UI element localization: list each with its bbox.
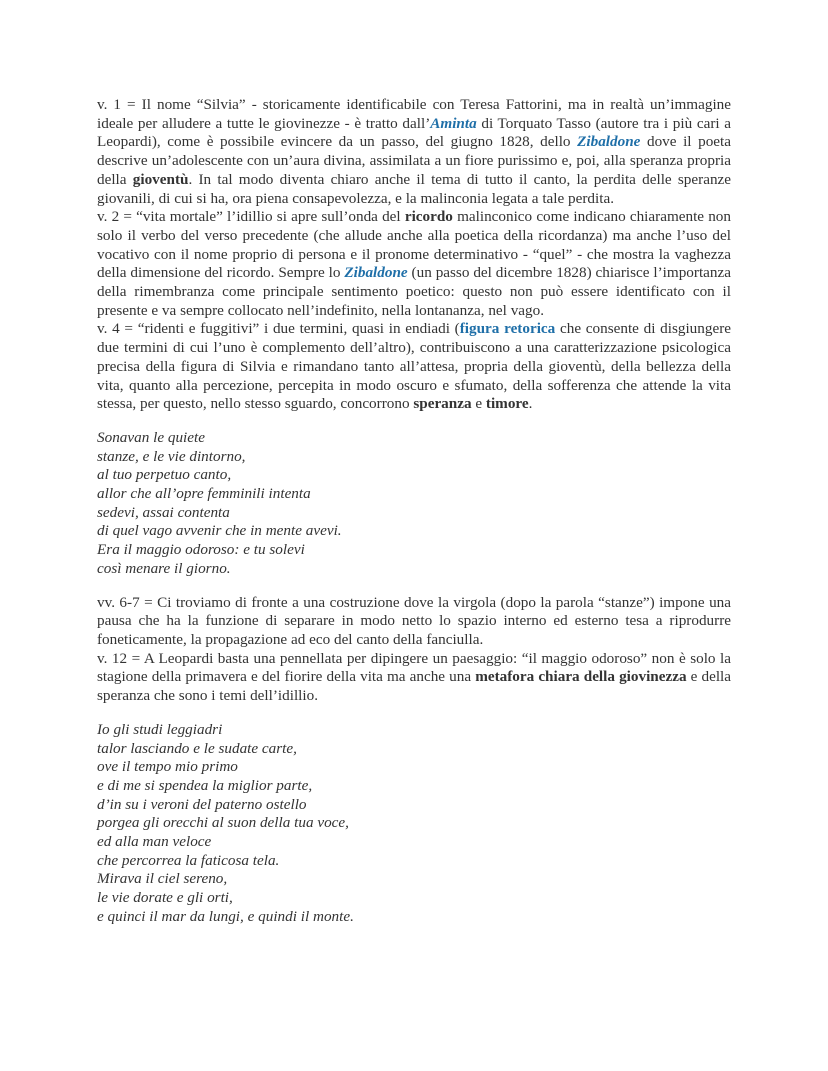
text: v. 1 = Il nome “Silvia” - storicamente identificabile con Teresa Fattorini, ma in realtà un’immagine ideale per alludere a tutte le giovinezze - è tratto dall’ (97, 96, 731, 132)
text: e (471, 395, 486, 413)
poem-line: al tuo perpetuo canto, (97, 466, 232, 484)
poem-line: Sonavan le quiete (97, 428, 205, 446)
aminta-link[interactable]: Aminta (430, 114, 477, 132)
note-verse-12 (97, 650, 731, 706)
poem-line: le vie dorate e gli orti, (97, 889, 233, 907)
poem-line: stanze, e le vie dintorno, (97, 447, 246, 465)
text: malinconico come indicano chiaramente non solo il verbo del verso precedente (che allude anche alla poetica della ricordanza) ma anche l’uso del vocativo con il nome proprio di persona e il pronome determinativo - “quel” - che mostra la vaghezza della dimensione del ricordo. Sempre lo (97, 208, 731, 282)
metafora-keyword: metafora chiara della giovinezza (475, 668, 687, 686)
poem-line: e di me si spendea la miglior parte, (97, 776, 313, 794)
note-verse-4 (97, 320, 731, 414)
poem-stanza-2 (97, 721, 731, 927)
text: (un passo del dicembre 1828) chiarisce l’importanza della rimembranza come principale sentimento poetico: questo non può essere identificato con il presente e va sempre collocato nell’indefinito, nella lontananza, nel vago. (97, 264, 731, 319)
speranza-keyword: speranza (413, 395, 472, 413)
poem-stanza-1 (97, 429, 731, 579)
poem-line: sedevi, assai contenta (97, 503, 230, 521)
poem-line: così menare il giorno. (97, 559, 231, 577)
poem-line: e quinci il mar da lungi, e quindi il monte. (97, 907, 354, 925)
poem-line: ed alla man veloce (97, 833, 212, 851)
poem-line: talor lasciando e le sudate carte, (97, 739, 297, 757)
text: e della speranza che sono i temi dell’idillio. (97, 668, 731, 705)
figura-retorica-link[interactable]: figura retorica (459, 320, 556, 338)
gioventu-keyword: gioventù (132, 170, 189, 188)
zibaldone-link[interactable]: Zibaldone (344, 264, 408, 282)
poem-line: Mirava il ciel sereno, (97, 870, 228, 888)
note-verse-2 (97, 208, 731, 320)
timore-keyword: timore (485, 395, 529, 413)
poem-line: allor che all’opre femminili intenta (97, 485, 311, 503)
poem-line: Era il maggio odoroso: e tu solevi (97, 541, 305, 559)
poem-line: porgea gli orecchi al suon della tua voce, (97, 814, 349, 832)
note-verses-6-7 (97, 594, 731, 650)
poem-line: ove il tempo mio primo (97, 758, 238, 776)
text: dove il poeta descrive un’adolescente con un’aura divina, assimilata a un fiore purissimo e, poi, alla speranza propria della (97, 133, 731, 188)
text: . (528, 395, 533, 413)
zibaldone-link[interactable]: Zibaldone (577, 133, 641, 151)
text: v. 2 = “vita mortale” l’idillio si apre sull’onda del (97, 208, 405, 226)
poem-line: d’in su i veroni del paterno ostello (97, 795, 307, 813)
poem-line: Io gli studi leggiadri (97, 720, 223, 738)
text: . In tal modo diventa chiaro anche il tema di tutto il canto, la perdita delle speranze giovanili, di cui si ha, ora piena consapevolezza, e la malinconia legata a tale perdita. (97, 170, 732, 207)
ricordo-keyword: ricordo (404, 208, 453, 226)
text: che consente di disgiungere due termini di cui l’uno è complemento dell’altro), contribuiscono a una caratterizzazione psicologica precisa della figura di Silvia e rimandano tanto all’attesa, propria della gioventù, della bellezza della vita, quanto alla percezione, percepita in modo oscuro e sfumato, della sofferenza che attende la vita stessa, per questo, nello stesso sguardo, concorrono (97, 320, 731, 413)
poem-line: di quel vago avvenir che in mente avevi. (97, 522, 342, 540)
text: v. 4 = “ridenti e fuggitivi” i due termini, quasi in endiadi ( (97, 320, 460, 338)
document-page (97, 96, 731, 927)
text: vv. 6-7 = Ci troviamo di fronte a una costruzione dove la virgola (dopo la parola “stanze”) impone una pausa che ha la funzione di separare in modo netto lo spazio interno ed esterno tesa a riprodurre foneticamente, la propagazione ad eco del canto della fanciulla. (97, 593, 731, 648)
note-verse-1 (97, 96, 731, 208)
text: di Torquato Tasso (autore tra i più cari a Leopardi), come è possibile evincere da un passo, del giugno 1828, dello (97, 114, 731, 151)
text: v. 12 = A Leopardi basta una pennellata per dipingere un paesaggio: “il maggio odoroso” non è solo la stagione della primavera e del fiorire della vita ma anche una (97, 649, 731, 686)
poem-line: che percorrea la faticosa tela. (97, 851, 280, 869)
